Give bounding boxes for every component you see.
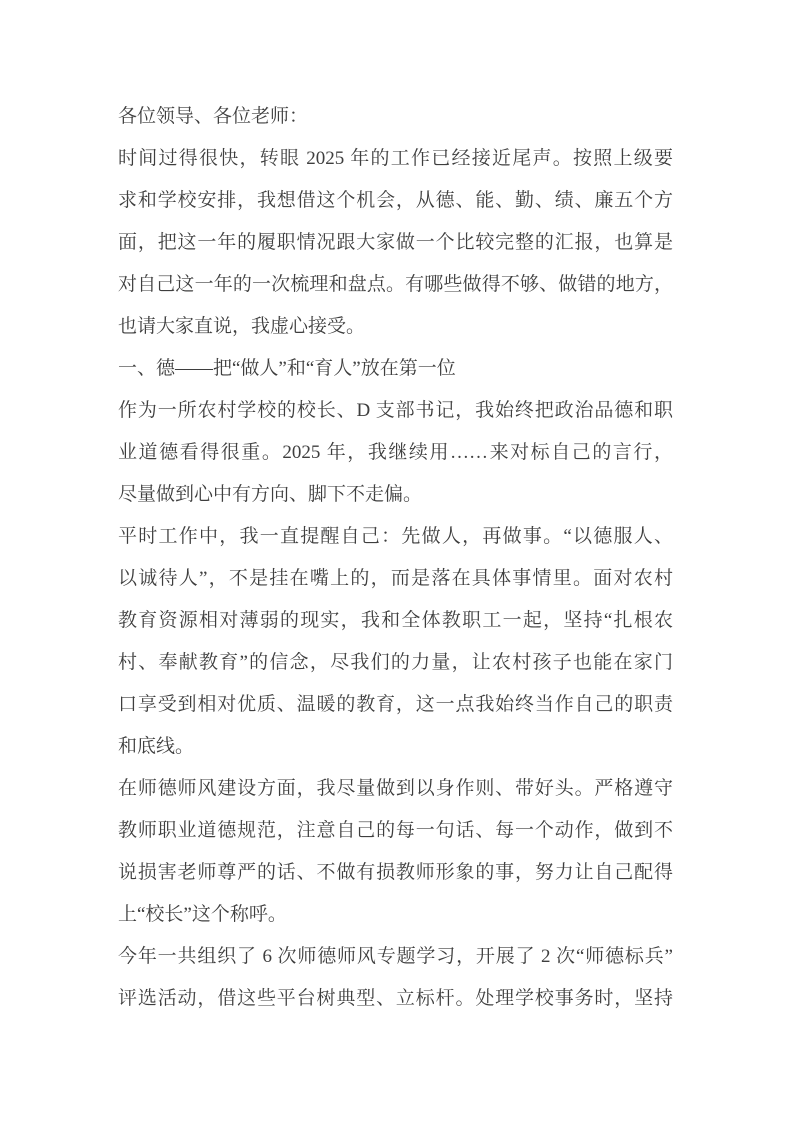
text-line: 说损害老师尊严的话、不做有损教师形象的事，努力让自己配得 (118, 862, 673, 883)
document-body (118, 96, 673, 1020)
text-line: 村、奉献教育”的信念，尽我们的力量，让农村孩子也能在家门 (118, 652, 673, 673)
text-line: 平时工作中，我一直提醒自己：先做人，再做事。“以德服人、 (118, 526, 673, 547)
text-line: 上“校长”这个称呼。 (118, 904, 287, 925)
section-heading: 一、德——把“做人”和“育人”放在第一位 (118, 358, 456, 379)
text-line: 和底线。 (118, 736, 195, 757)
text-line: 求和学校安排，我想借这个机会，从德、能、勤、绩、廉五个方 (118, 190, 673, 211)
text-line: 面，把这一年的履职情况跟大家做一个比较完整的汇报，也算是 (118, 232, 673, 253)
text-line: 在师德师风建设方面，我尽量做到以身作则、带好头。严格遵守 (118, 778, 673, 799)
text-line: 口享受到相对优质、温暖的教育，这一点我始终当作自己的职责 (118, 694, 673, 715)
text-line: 对自己这一年的一次梳理和盘点。有哪些做得不够、做错的地方， (118, 274, 673, 295)
text-line: 也请大家直说，我虚心接受。 (118, 316, 366, 337)
text-line: 作为一所农村学校的校长、D 支部书记，我始终把政治品德和职 (118, 400, 673, 421)
text-line: 教育资源相对薄弱的现实，我和全体教职工一起，坚持“扎根农 (118, 610, 673, 631)
text-line: 教师职业道德规范，注意自己的每一句话、每一个动作，做到不 (118, 820, 673, 841)
text-line: 以诚待人”，不是挂在嘴上的，而是落在具体事情里。面对农村 (118, 568, 673, 589)
salutation-line: 各位领导、各位老师： (118, 106, 309, 127)
text-line: 尽量做到心中有方向、脚下不走偏。 (118, 484, 423, 505)
text-line: 业道德看得很重。2025 年，我继续用……来对标自己的言行， (118, 442, 673, 463)
text-line: 今年一共组织了 6 次师德师风专题学习，开展了 2 次“师德标兵” (118, 946, 673, 967)
text-line: 评选活动，借这些平台树典型、立标杆。处理学校事务时，坚持 (118, 988, 673, 1009)
text-line: 时间过得很快，转眼 2025 年的工作已经接近尾声。按照上级要 (118, 148, 673, 169)
